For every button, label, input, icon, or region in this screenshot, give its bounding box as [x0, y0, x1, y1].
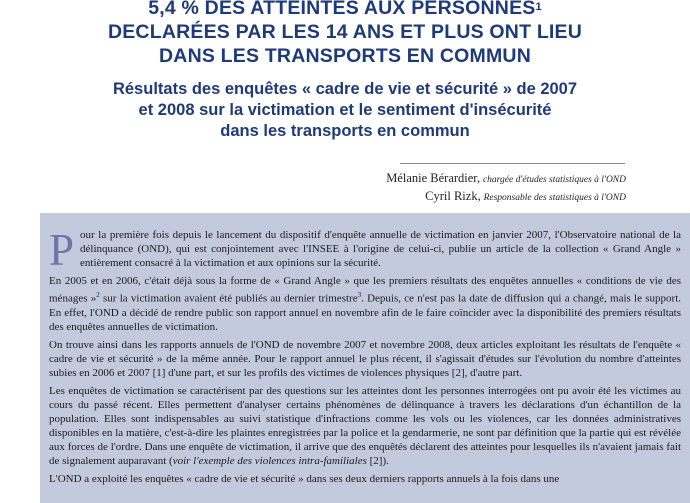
- subtitle-line-3: dans les transports en commun: [220, 122, 470, 140]
- footnote-ref-2[interactable]: 2: [96, 291, 100, 299]
- subtitle-line-2: et 2008 sur la victimation et le sentiment d'insécurité: [138, 101, 552, 119]
- footnote-ref-3[interactable]: 3: [357, 291, 362, 299]
- author-name: Cyril Rizk,: [425, 189, 481, 203]
- author-role: Responsable des statistiques à l'OND: [483, 193, 626, 203]
- paragraph: En 2005 et en 2006, c'était déjà sous la forme de « Grand Angle » que les premiers résultats des enquêtes annuelles « conditions de vie des ménages »$^2$ sur la victimation avaient été publiés au dernier trimestre$^3$. Depuis, ce n'est pas la date de diffusion qui a changé, mais le support. En effet, l'OND a décidé de rendre public son rapport annuel en novembre afin de le faire coïncider avec la disponibilité des premiers résultats des enquêtes annuelles de victimation.: [49, 275, 681, 333]
- page-title: [0, 0, 690, 68]
- subtitle-line-1: Résultats des enquêtes « cadre de vie et sécurité » de 2007: [112, 80, 578, 98]
- paragraph: L'OND a exploité les enquêtes « cadre de vie et sécurité » dans ses deux derniers rapports annuels à la fois dans une: [49, 472, 560, 485]
- author-divider: [400, 163, 625, 164]
- title-line-2: DECLARÉES PAR LES 14 ANS ET PLUS ONT LIEU: [107, 21, 583, 43]
- author-block: [386, 170, 626, 206]
- author-role: chargée d'études statistiques à l'OND: [482, 175, 626, 185]
- footnote-ref-1[interactable]: 1: [535, 1, 542, 13]
- author-line: [386, 170, 626, 188]
- author-name: Mélanie Bérardier,: [386, 171, 481, 185]
- intro-text: [49, 225, 681, 490]
- intro-box: [40, 213, 690, 503]
- paragraph: On trouve ainsi dans les rapports annuels de l'OND de novembre 2007 et novembre 2008, deux articles exploitant les résultats de l'enquête « cadre de vie et sécurité » de la même année. Pour le rapport annuel le plus récent, il s'agissait d'études sur l'évolution du nombre d'atteintes subies en 2006 et 2007 [1] d'une part, et sur les profils des victimes de violences physiques [2], d'autre part.: [49, 338, 681, 379]
- author-line: [386, 188, 626, 206]
- paragraph: Les enquêtes de victimation se caractérisent par des questions sur les atteintes dont les personnes interrogées ont pu avoir été les victimes au cours du passé récent. Elles permettent d'analyser certains phénomènes de délinquance à travers les déclarations d'un échantillon de la population. Elles sont indispensables au suivi statistique d'infractions comme les vols ou les violences, car les données administratives disponibles en la matière, c'est-à-dire les plaintes enregistrées par la police et la gendarmerie, ne sont par définition que la partie qui est révélée aux forces de l'ordre. Dans une enquête de victimation, il arrive que des enquêtés déclarent des atteintes pour lesquelles ils n'avaient jamais fait de signalement auparavant (voir l'exemple des violences intra-familiales [2]).: [49, 384, 681, 467]
- page-subtitle: [0, 79, 690, 142]
- paragraph: Pour la première fois depuis le lancement du dispositif d'enquête annuelle de victimation en janvier 2007, l'Observatoire national de la délinquance (OND), qui est conjointement avec l'INSEE à l'origine de celui-ci, publie un article de la collection « Grand Angle » entièrement consacré à la victimation et aux opinions sur la sécurité.: [49, 225, 681, 275]
- title-line-3: DANS LES TRANSPORTS EN COMMUN: [159, 45, 531, 67]
- title-line-1: 5,4 % DES ATTEINTES AUX PERSONNES$^1$: [148, 0, 542, 19]
- drop-cap: P: [49, 225, 75, 275]
